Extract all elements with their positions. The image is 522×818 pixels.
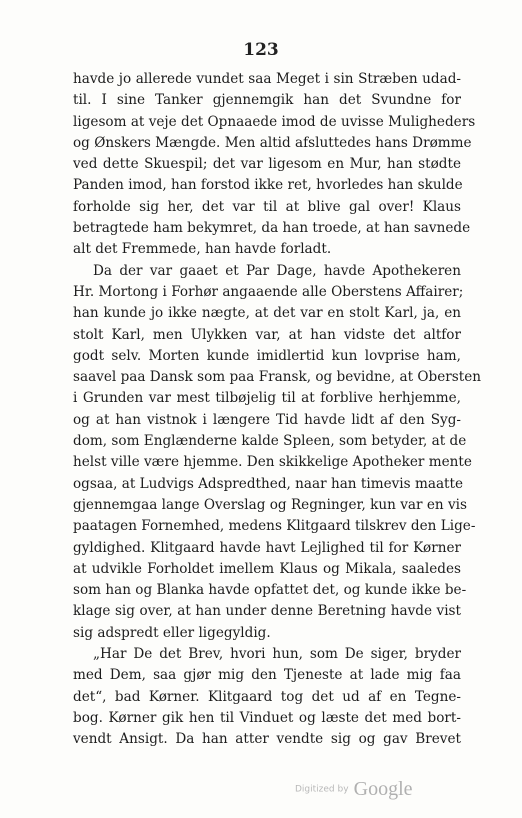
paragraph-3 (73, 644, 461, 750)
text-line: ligesom at veje det Opnaaede imod de uvisse Muligheders (73, 113, 476, 130)
text-line: med Dem, saa gjør mig den Tjeneste at lade mig faa (73, 667, 461, 684)
text-line: saavel paa Dansk som paa Fransk, og bevidne, at Obersten (73, 369, 481, 386)
text-line: ved dette Skuespil; det var ligesom en Mur, han stødte (73, 156, 461, 173)
text-line: at udvikle Forholdet imellem Klaus og Mikala, saaledes (73, 560, 461, 577)
text-line: gjennemgaa lange Overslag og Regninger, kun var en vis (73, 496, 467, 513)
text-line: ogsaa, at Ludvigs Adspredthed, naar han timevis maatte (73, 475, 464, 492)
text-line: og Ønskers Mængde. Men altid afsluttedes hans Drømme (73, 134, 472, 151)
text-line: Da der var gaaet et Par Dage, havde Apothekeren (93, 262, 461, 279)
text-line: i Grunden var mest tilbøjelig til at forblive herhjemme, (73, 390, 461, 407)
text-line: alt det Fremmede, han havde forladt. (73, 241, 332, 258)
text-line: gyldighed. Klitgaard havde havt Lejlighed til for Kørner (73, 539, 461, 556)
text-line: helst ville være hjemme. Den skikkelige Apotheker mente (73, 454, 472, 471)
text-line: han kunde jo ikke nægte, at det var en stolt Karl, ja, en (73, 305, 461, 322)
text-line: Hr. Mortong i Forhør angaaende alle Oberstens Affairer; (73, 283, 464, 300)
text-line: det“, bad Kørner. Klitgaard tog det ud af en Tegne- (73, 688, 461, 705)
text-line: bog. Kørner gik hen til Vinduet og læste det med bort- (73, 709, 461, 726)
page-number: 123 (243, 40, 279, 60)
text-line: forholde sig her, det var til at blive gal over! Klaus (73, 198, 461, 215)
text-line: som han og Blanka havde opfattet det, og kunde ikke be- (73, 582, 467, 599)
text-line: sig adspredt eller ligegyldig. (73, 624, 271, 641)
text-line: stolt Karl, men Ulykken var, at han vidste det altfor (73, 326, 461, 343)
text-line: vendt Ansigt. Da han atter vendte sig og gav Brevet (73, 731, 461, 748)
text-line: „Har De det Brev, hvori hun, som De siger, bryder (93, 646, 461, 663)
watermark-brand: Google (353, 778, 413, 800)
text-line: Panden imod, han forstod ikke ret, hvorledes han skulde (73, 177, 463, 194)
text-line: paatagen Fornemhed, medens Klitgaard tilskrev den Lige- (73, 518, 476, 535)
text-line: klage sig over, at han under denne Beretning havde vist (73, 603, 461, 620)
body-text (73, 69, 481, 751)
text-line: betragtede ham bekymret, da han troede, at han savnede (73, 220, 471, 237)
text-line: dom, som Englænderne kalde Spleen, som betyder, at de (73, 433, 467, 450)
text-line: og at han vistnok i længere Tid havde lidt af den Syg- (73, 411, 461, 428)
watermark-prefix: Digitized by (295, 784, 349, 795)
text-line: godt selv. Morten kunde imidlertid kun lovprise ham, (73, 347, 461, 364)
paragraph-1 (73, 69, 476, 261)
text-line: havde jo allerede vundet saa Meget i sin Stræben udad- (73, 71, 461, 87)
digitized-watermark (295, 778, 413, 801)
text-line: til. I sine Tanker gjennemgik han det Svundne for (73, 92, 461, 109)
paragraph-2 (73, 261, 481, 644)
